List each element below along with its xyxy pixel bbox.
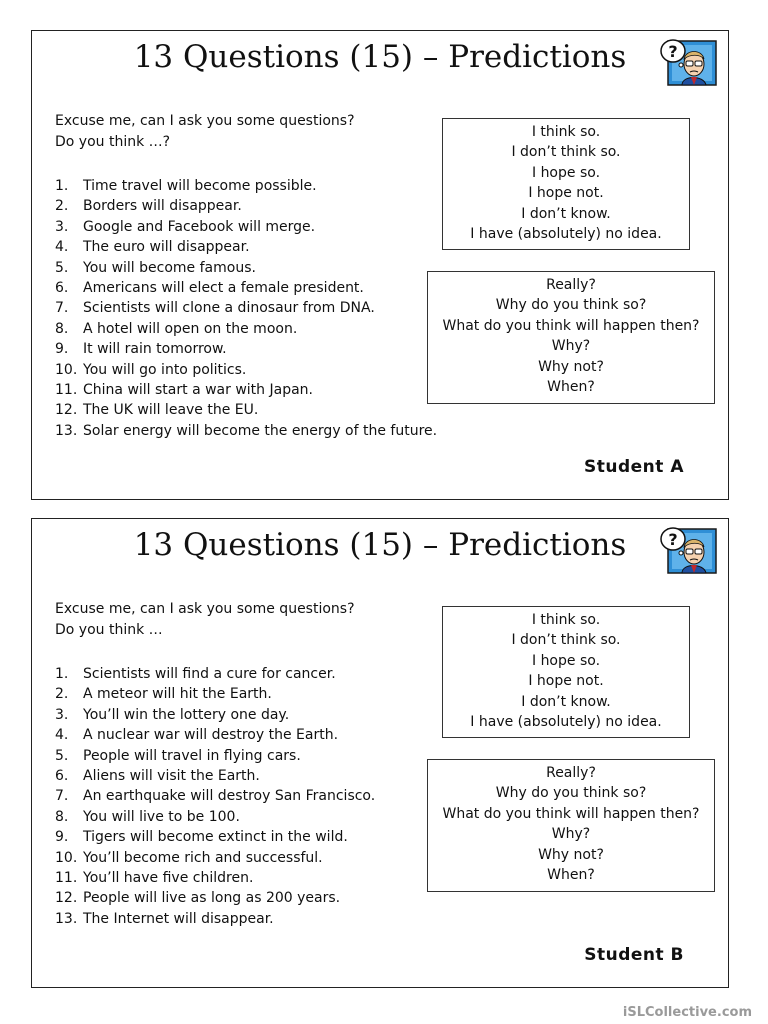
item-text: You’ll win the lottery one day.	[83, 706, 290, 723]
followup-phrase: Why do you think so?	[495, 297, 647, 314]
item-number: 4.	[55, 727, 69, 744]
item-text: The Internet will disappear.	[83, 910, 274, 927]
list-item	[55, 888, 375, 908]
followups-box	[427, 271, 715, 404]
list-item	[55, 827, 375, 847]
list-item	[55, 786, 375, 806]
item-text: Scientists will find a cure for cancer.	[83, 666, 336, 682]
worksheet-card-student-a	[31, 30, 729, 500]
item-text: A nuclear war will destroy the Earth.	[83, 727, 339, 744]
item-number: 9.	[55, 829, 69, 846]
item-number: 10.	[55, 361, 78, 378]
item-text: Aliens will visit the Earth.	[83, 768, 260, 785]
followup-phrase: What do you think will happen then?	[442, 805, 700, 822]
item-text: Google and Facebook will merge.	[83, 218, 316, 235]
question-list	[55, 664, 375, 929]
followup-phrase: When?	[547, 867, 595, 884]
list-item	[55, 746, 375, 766]
list-item	[55, 176, 437, 196]
list-item	[55, 421, 437, 441]
item-number: 11.	[55, 870, 78, 887]
item-text: You’ll have five children.	[83, 870, 254, 887]
list-item	[55, 909, 375, 929]
list-item	[55, 725, 375, 745]
list-item	[55, 848, 375, 868]
item-number: 4.	[55, 239, 69, 256]
item-number: 2.	[55, 198, 69, 215]
item-number: 11.	[55, 382, 78, 399]
item-text: People will live as long as 200 years.	[83, 890, 341, 907]
list-item	[55, 807, 375, 827]
list-item	[55, 196, 437, 216]
answer-phrase: I hope not.	[528, 673, 604, 690]
followup-phrase: When?	[547, 379, 595, 396]
thinking-man-question-icon	[660, 37, 718, 87]
answers-box	[442, 118, 690, 250]
item-number: 6.	[55, 768, 69, 785]
list-item	[55, 766, 375, 786]
answer-phrase: I don’t know.	[521, 693, 611, 710]
intro-line-2: Do you think …	[55, 621, 163, 638]
intro-text	[55, 599, 355, 640]
answer-phrase: I don’t think so.	[511, 144, 621, 161]
item-text: Borders will disappear.	[83, 198, 242, 215]
followup-phrase: Really?	[546, 765, 596, 781]
item-text: You will become famous.	[83, 259, 256, 276]
item-text: A meteor will hit the Earth.	[83, 686, 272, 703]
followups-box	[427, 759, 715, 892]
answer-phrase: I hope so.	[531, 652, 601, 669]
list-item	[55, 258, 437, 278]
intro-line-1: Excuse me, can I ask you some questions?	[55, 601, 355, 617]
answer-phrase: I don’t think so.	[511, 632, 621, 649]
item-number: 6.	[55, 280, 69, 297]
answer-phrase: I hope not.	[528, 185, 604, 202]
item-number: 13.	[55, 910, 78, 927]
item-text: China will start a war with Japan.	[83, 382, 313, 399]
answer-phrase: I hope so.	[531, 164, 601, 181]
list-item	[55, 217, 437, 237]
item-number: 1.	[55, 666, 69, 682]
item-text: People will travel in flying cars.	[83, 747, 301, 764]
item-number: 1.	[55, 178, 69, 194]
list-item	[55, 380, 437, 400]
item-text: Americans will elect a female president.	[83, 280, 364, 297]
item-number: 8.	[55, 320, 69, 337]
item-number: 12.	[55, 402, 78, 419]
followup-phrase: Why not?	[538, 358, 604, 375]
item-text: You’ll become rich and successful.	[83, 849, 323, 866]
item-number: 2.	[55, 686, 69, 703]
student-label: Student B	[584, 945, 684, 965]
answer-phrase: I think so.	[531, 124, 601, 140]
svg-text:?: ?	[668, 42, 678, 61]
item-text: Solar energy will become the energy of the future.	[83, 422, 438, 439]
svg-text:?: ?	[668, 530, 678, 549]
item-number: 7.	[55, 300, 69, 317]
answer-phrase: I think so.	[531, 612, 601, 628]
answer-phrase: I don’t know.	[521, 205, 611, 222]
item-text: Scientists will clone a dinosaur from DNA.	[83, 300, 375, 317]
question-list	[55, 176, 437, 441]
followup-phrase: Really?	[546, 277, 596, 293]
answers-box	[442, 606, 690, 738]
intro-line-2: Do you think …?	[55, 133, 171, 150]
list-item	[55, 684, 375, 704]
item-number: 13.	[55, 422, 78, 439]
item-text: A hotel will open on the moon.	[83, 320, 298, 337]
list-item	[55, 237, 437, 257]
list-item	[55, 298, 437, 318]
item-text: The euro will disappear.	[83, 239, 250, 256]
followup-phrase: Why do you think so?	[495, 785, 647, 802]
item-number: 5.	[55, 259, 69, 276]
item-text: You will live to be 100.	[83, 808, 240, 825]
item-text: You will go into politics.	[83, 361, 247, 378]
intro-line-1: Excuse me, can I ask you some questions?	[55, 113, 355, 129]
student-label: Student A	[584, 457, 684, 477]
item-text: It will rain tomorrow.	[83, 341, 227, 358]
item-number: 10.	[55, 849, 78, 866]
answer-phrase: I have (absolutely) no idea.	[470, 226, 662, 243]
item-text: Time travel will become possible.	[83, 178, 317, 194]
answer-phrase: I have (absolutely) no idea.	[470, 714, 662, 731]
item-number: 7.	[55, 788, 69, 805]
card-title: 13 Questions (15) – Predictions	[133, 39, 627, 75]
followup-phrase: Why?	[551, 826, 591, 843]
followup-phrase: Why?	[551, 338, 591, 355]
item-number: 3.	[55, 706, 69, 723]
item-number: 9.	[55, 341, 69, 358]
item-text: Tigers will become extinct in the wild.	[83, 829, 348, 846]
worksheet-card-student-b	[31, 518, 729, 988]
list-item	[55, 339, 437, 359]
item-text: The UK will leave the EU.	[83, 402, 259, 419]
list-item	[55, 705, 375, 725]
list-item	[55, 360, 437, 380]
followup-phrase: What do you think will happen then?	[442, 317, 700, 334]
list-item	[55, 400, 437, 420]
item-number: 3.	[55, 218, 69, 235]
item-number: 8.	[55, 808, 69, 825]
followup-phrase: Why not?	[538, 846, 604, 863]
list-item	[55, 278, 437, 298]
intro-text	[55, 111, 355, 152]
list-item	[55, 664, 375, 684]
thinking-man-question-icon	[660, 525, 718, 575]
card-title: 13 Questions (15) – Predictions	[133, 527, 627, 563]
list-item	[55, 319, 437, 339]
item-number: 12.	[55, 890, 78, 907]
item-text: An earthquake will destroy San Francisco.	[83, 788, 376, 805]
item-number: 5.	[55, 747, 69, 764]
list-item	[55, 868, 375, 888]
watermark: iSLCollective.com	[622, 1005, 752, 1020]
